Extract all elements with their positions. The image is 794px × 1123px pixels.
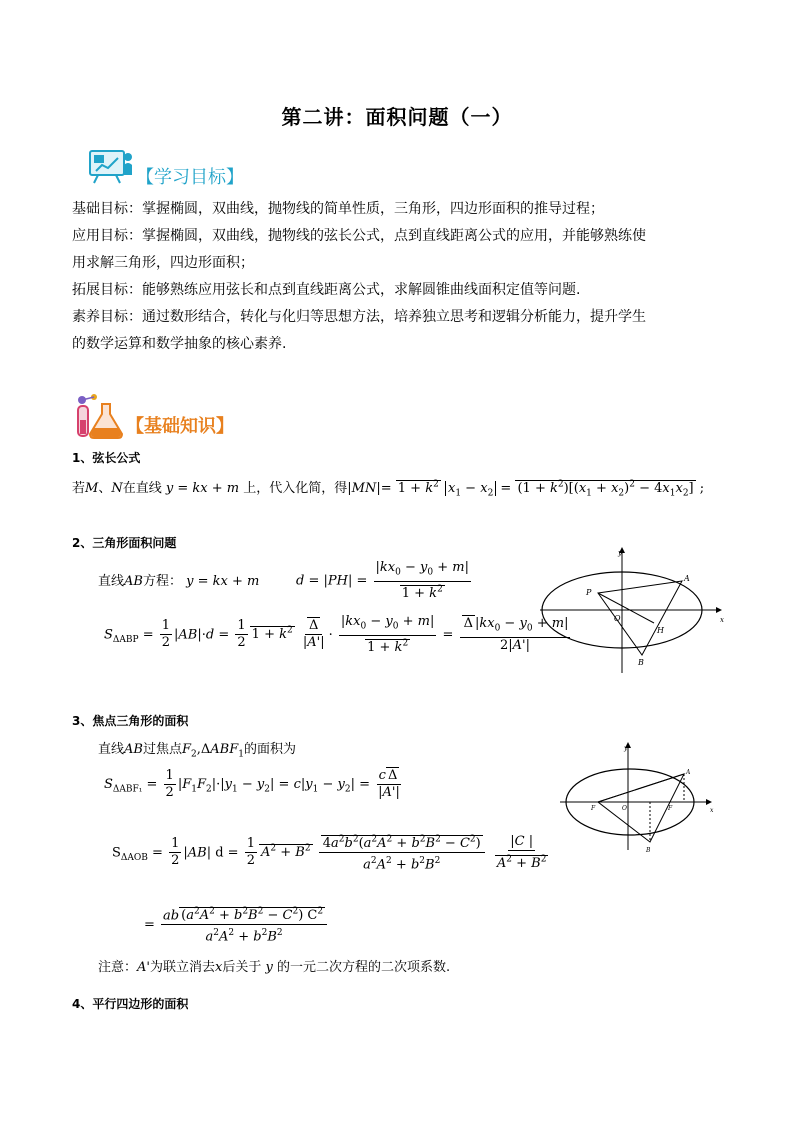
focal-triangle-figure [558,742,718,854]
basic-knowledge-heading [126,412,234,438]
line-ab-equation: 直线AB方程： y = kx + m [98,574,260,589]
focal-line-statement: 直线AB过焦点$F_2,\Delta ABF_1$的面积为 [98,742,296,760]
triangle-aob-area-simplified: = $\frac{ab (a^2A^2 + b^2B^2 - C^2) C^2}{a^2A^2 + b^2B^2}$ [144,904,329,946]
goal-line: 的数学运算和数学抽象的核心素养. [72,336,287,352]
note-text: 注意：A'为联立消去x后关于 y 的一元二次方程的二次项系数. [98,960,451,975]
basic-knowledge-label: 【基础知识】 [126,416,234,437]
point-a-label: A [684,574,690,583]
focus-1-label: F [591,805,596,812]
chord-length-formula: 若M、N在直线 y = kx + m 上，代入化简，得$|MN|= 1 + k^2$ $x_1 - x_2 = (1 + k^2)[(x_1 + x_2)^2 - 4x_1x_2]$ ; [72,479,705,499]
teaching-board-icon [88,149,134,185]
goal-line: 基础目标：掌握椭圆，双曲线，抛物线的简单性质，三角形，四边形面积的推导过程； [72,201,604,217]
page-title: 第二讲：面积问题（一） [281,105,513,129]
focus-2-label: F [668,805,673,812]
y-axis-label: y [618,549,622,557]
focal-triangle-area: $S_{\Delta ABF_1}$ = $\frac{1}{2}$ $|F_1F_2|\cdot|y_1 - y_2| = c|y_1 - y_2|$ = $\frac{\text{c Δ}}{|A'|}$ [104,768,400,800]
section-1-title: 1、弦长公式 [72,451,141,465]
ellipse-triangle-figure [538,545,723,677]
x-axis-label: x [710,807,714,814]
learning-goals-heading [136,163,244,189]
triangle-aob-area: $S_{\Delta AOB}$ = $\frac{1}{2}$ |AB| d = $\frac{1}{2}$ $A^2 + B^2$ $\frac{4a^2b^2(a^2A^2 + b^2B^2 - C^2)}{a^2A^2 + b^2B^2}$ $\frac{|C |}{A^2 + B^2}$ [112,832,552,874]
point-a-label: A [686,769,691,776]
point-p-label: P [586,588,592,597]
section-4-title: 4、平行四边形的面积 [72,997,189,1011]
triangle-area-formula: $S_{\Delta ABP}$ = $\frac{1}{2}$ |AB|·d = $\frac{1}{2}$ $1 + k^2$ $\frac{\Delta}{|A'|}$ · $\frac{|kx_0 - y_0 + m|}{1 + k^2}$ = $\frac{\Delta |kx_0 - y_0 + m|}{2|A'|}$ [104,614,569,655]
x-axis-label: x [720,616,724,624]
section-3-title: 3、焦点三角形的面积 [72,714,189,728]
point-b-label: B [646,847,651,854]
distance-formula: d = |PH| = $\frac{|kx_0 - y_0 + m|}{1 + k^2}$ [296,560,470,601]
point-h-label: H [657,626,664,635]
goal-line: 拓展目标：能够熟练应用弦长和点到直线距离公式，求解圆锥曲线面积定值等问题. [72,282,581,298]
goal-line: 应用目标：掌握椭圆，双曲线，抛物线的弦长公式，点到直线距离公式的应用，并能够熟练使 [72,228,646,244]
point-b-label: B [638,658,644,667]
learning-goals-text [72,196,732,358]
goal-line: 素养目标：通过数形结合，转化与化归等思想方法，培养独立思考和逻辑分析能力，提升学生 [72,309,646,325]
goal-line: 用求解三角形，四边形面积； [72,255,254,271]
origin-label: O [622,805,627,812]
flask-icon [74,394,126,440]
section-2-title: 2、三角形面积问题 [72,536,177,550]
origin-label: O [614,614,621,623]
y-axis-label: y [624,745,628,752]
learning-goals-label: 【学习目标】 [136,167,244,188]
